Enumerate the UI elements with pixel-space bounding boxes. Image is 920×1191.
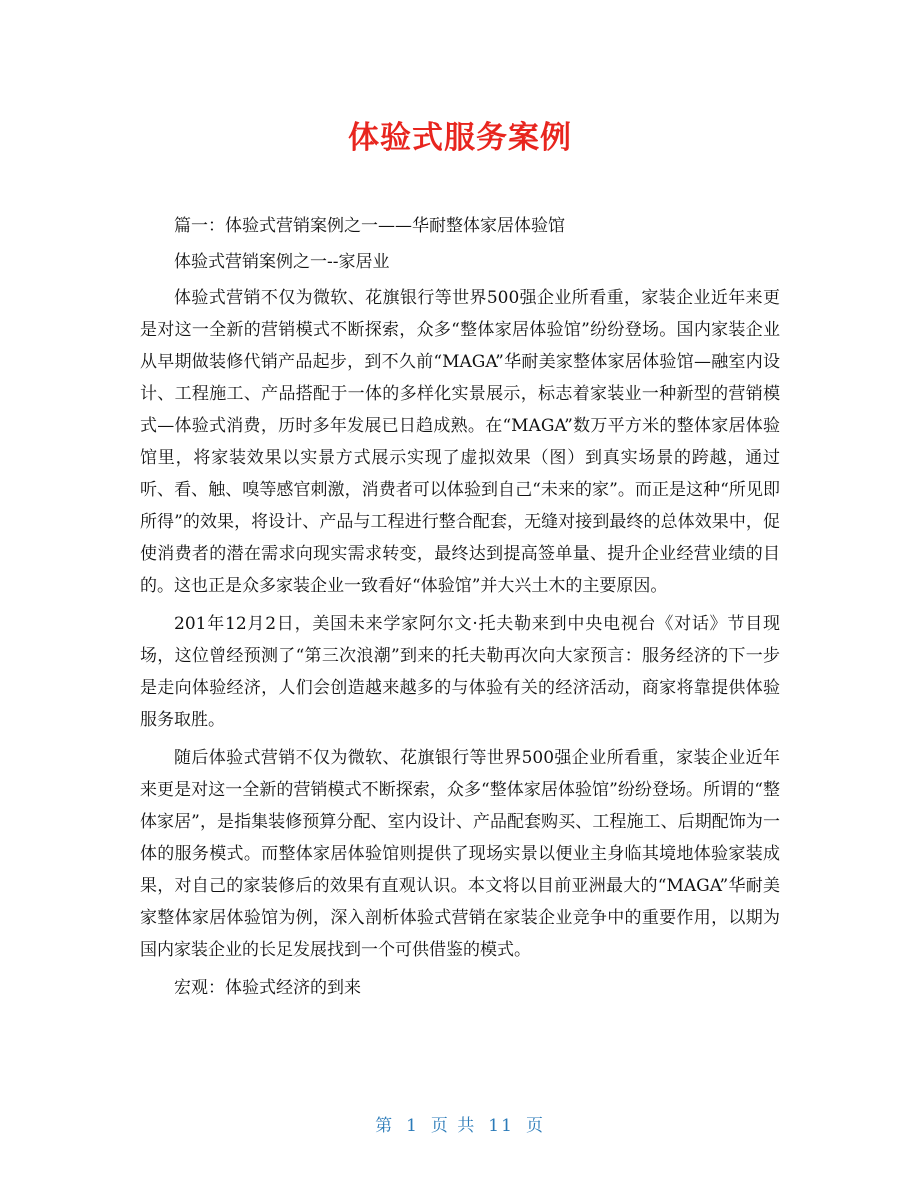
paragraph: 体验式营销不仅为微软、花旗银行等世界500强企业所看重，家装企业近年来更是对这一全新的营销模式不断探索，众多“整体家居体验馆”纷纷登场。国内家装企业从早期做装修代销产品起步，到不久前“MAGA”华耐美家整体家居体验馆—融室内设计、工程施工、产品搭配于一体的多样化实景展示，标志着家装业一种新型的营销模式—体验式消费，历时多年发展已日趋成熟。在“MAGA”数万平方米的整体家居体验馆里，将家装效果以实景方式展示实现了虚拟效果（图）到真实场景的跨越，通过听、看、触、嗅等感官刺激，消费者可以体验到自己“未来的家”。而正是这种“所见即所得”的效果，将设计、产品与工程进行整合配套，无缝对接到最终的总体效果中，促使消费者的潜在需求向现实需求转变，最终达到提高签单量、提升企业经营业绩的目的。这也正是众多家装企业一致看好“体验馆”并大兴土木的主要原因。 xyxy=(140,288,780,596)
page-footer xyxy=(0,1112,920,1140)
paragraph: 随后体验式营销不仅为微软、花旗银行等世界500强企业所看重，家装企业近年来更是对这一全新的营销模式不断探索，众多“整体家居体验馆”纷纷登场。所谓的“整体家居”，是指集装修预算分配、室内设计、产品配套购买、工程施工、后期配饰为一体的服务模式。而整体家居体验馆则提供了现场实景以便业主身临其境地体验家装成果，对自己的家装修后的效果有直观认识。本文将以目前亚洲最大的“MAGA”华耐美家整体家居体验馆为例，深入剖析体验式营销在家装企业竞争中的重要作用，以期为国内家装企业的长足发展找到一个可供借鉴的模式。 xyxy=(140,748,780,960)
section-heading: 宏观：体验式经济的到来 xyxy=(174,978,361,998)
paragraph-heading-2: 体验式营销案例之一--家居业 xyxy=(174,252,390,272)
footer-total-pages: 11 xyxy=(488,1116,514,1136)
footer-suffix: 页 xyxy=(525,1116,545,1136)
footer-mid: 页 共 xyxy=(430,1116,477,1136)
footer-page-number: 1 xyxy=(406,1116,419,1136)
paragraph-heading-1: 篇一：体验式营销案例之一——华耐整体家居体验馆 xyxy=(174,216,565,236)
footer-prefix: 第 xyxy=(375,1116,395,1136)
document-title: 体验式服务案例 xyxy=(348,120,572,156)
document-body xyxy=(140,210,780,1008)
paragraph: 201年12月2日，美国未来学家阿尔文·托夫勒来到中央电视台《对话》节目现场，这位曾经预测了“第三次浪潮”到来的托夫勒再次向大家预言：服务经济的下一步是走向体验经济，人们会创造越来越多的与体验有关的经济活动，商家将靠提供体验服务取胜。 xyxy=(140,614,780,730)
